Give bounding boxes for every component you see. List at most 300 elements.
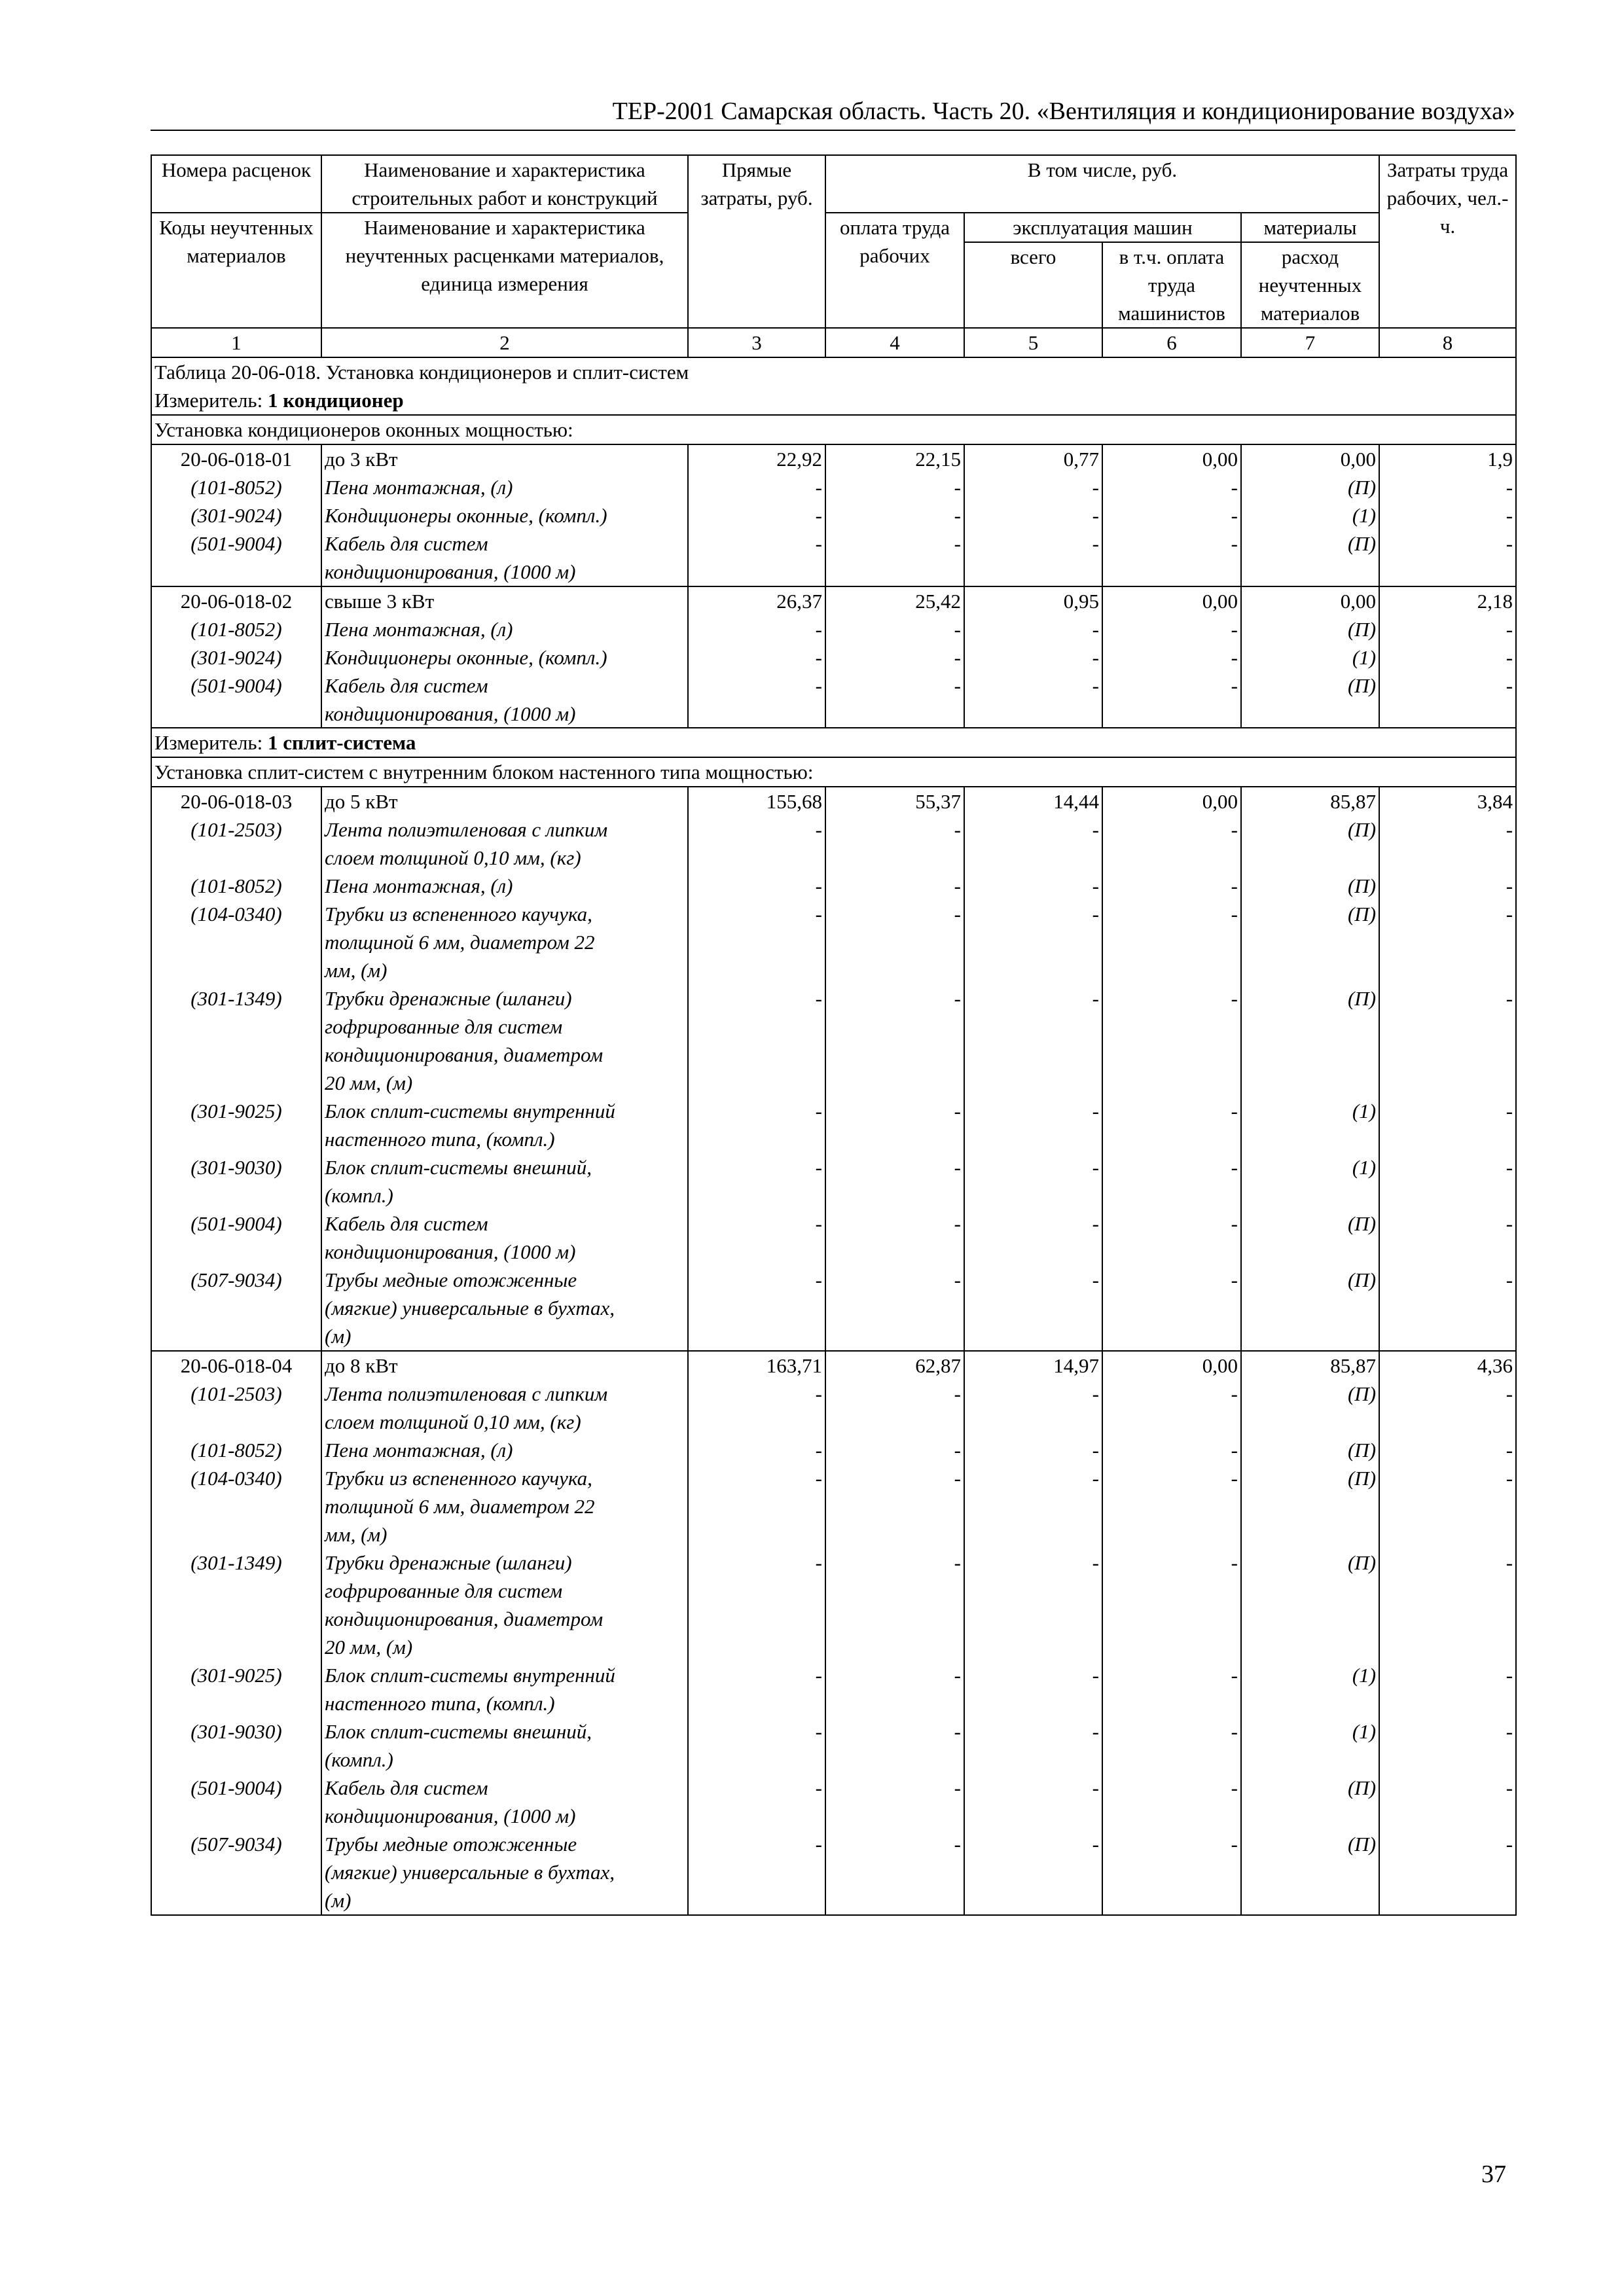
material-dash (688, 956, 825, 984)
material-code (151, 700, 321, 728)
material-dash (1379, 1294, 1516, 1322)
material-dash (825, 1013, 964, 1041)
material-dash: - (1102, 816, 1241, 844)
material-code (151, 1041, 321, 1069)
rate-name: до 3 кВт (321, 444, 688, 473)
material-dash: - (825, 1380, 964, 1408)
material-dash: - (825, 816, 964, 844)
material-code: (104-0340) (151, 900, 321, 928)
rate-value-c5: 0,77 (964, 444, 1102, 473)
material-dash (825, 1181, 964, 1210)
material-dash (964, 956, 1102, 984)
material-consumption: (П) (1241, 1464, 1379, 1492)
material-dash: - (1102, 672, 1241, 700)
materials-header: материалы (1241, 213, 1379, 242)
material-row (151, 816, 1516, 844)
material-dash (964, 1886, 1102, 1915)
material-dash (964, 1294, 1102, 1322)
material-consumption: (П) (1241, 900, 1379, 928)
material-code (151, 1125, 321, 1153)
material-dash: - (825, 501, 964, 529)
material-dash (825, 558, 964, 586)
material-code: (501-9004) (151, 529, 321, 558)
material-name: Трубки из вспененного каучука, (321, 1464, 688, 1492)
col1-top-header: Номера расценок (151, 155, 321, 213)
material-dash (1379, 1689, 1516, 1717)
material-name: слоем толщиной 0,10 мм, (кг) (321, 844, 688, 872)
material-dash: - (1102, 1774, 1241, 1802)
material-dash (688, 1013, 825, 1041)
material-dash: - (1102, 473, 1241, 501)
rate-value-c8: 4,36 (1379, 1351, 1516, 1380)
material-dash (825, 1605, 964, 1633)
material-row (151, 1577, 1516, 1605)
material-row (151, 473, 1516, 501)
material-name: Блок сплит-системы внутренний (321, 1661, 688, 1689)
material-dash (1102, 1013, 1241, 1041)
material-dash (1379, 928, 1516, 956)
rate-value-c6: 0,00 (1102, 586, 1241, 615)
material-dash: - (964, 672, 1102, 700)
material-dash (1379, 1858, 1516, 1886)
material-name: Трубы медные отожженные (321, 1266, 688, 1294)
material-dash: - (964, 473, 1102, 501)
material-dash: - (688, 1717, 825, 1746)
material-dash: - (1102, 1830, 1241, 1858)
material-code: (501-9004) (151, 1210, 321, 1238)
col8-header: Затраты труда рабочих, чел.-ч. (1379, 155, 1516, 328)
col-number: 6 (1102, 328, 1241, 357)
material-consumption: (П) (1241, 473, 1379, 501)
material-consumption: (П) (1241, 1549, 1379, 1577)
material-row (151, 1408, 1516, 1436)
material-name: кондиционирования, (1000 м) (321, 1238, 688, 1266)
material-consumption (1241, 1689, 1379, 1717)
material-dash: - (1102, 529, 1241, 558)
rate-name: свыше 3 кВт (321, 586, 688, 615)
material-name: толщиной 6 мм, диаметром 22 (321, 1492, 688, 1520)
material-row (151, 1633, 1516, 1661)
material-dash: - (1379, 872, 1516, 900)
material-dash (825, 1689, 964, 1717)
material-dash: - (688, 1380, 825, 1408)
measure-label: Измеритель: (154, 389, 263, 412)
material-dash (1102, 928, 1241, 956)
material-dash (1379, 1322, 1516, 1351)
material-dash: - (1379, 1464, 1516, 1492)
material-dash (964, 1041, 1102, 1069)
material-row (151, 1436, 1516, 1464)
material-row (151, 558, 1516, 586)
rate-value-c3: 163,71 (688, 1351, 825, 1380)
material-name: Кабель для систем (321, 1774, 688, 1802)
material-dash (1379, 1605, 1516, 1633)
material-consumption (1241, 1013, 1379, 1041)
column-numbers-row (151, 328, 1516, 357)
material-dash (1102, 1802, 1241, 1830)
material-dash: - (1379, 984, 1516, 1013)
col4-header: оплата труда рабочих (825, 213, 964, 328)
material-dash: - (825, 1464, 964, 1492)
material-consumption: (П) (1241, 1436, 1379, 1464)
material-dash (964, 1069, 1102, 1097)
rate-name: до 5 кВт (321, 787, 688, 816)
rate-value-c8: 2,18 (1379, 586, 1516, 615)
material-consumption: (П) (1241, 1266, 1379, 1294)
material-dash (825, 1633, 964, 1661)
material-code: (101-8052) (151, 872, 321, 900)
material-row (151, 1520, 1516, 1549)
material-dash (964, 558, 1102, 586)
material-dash (1379, 1013, 1516, 1041)
material-dash: - (964, 1097, 1102, 1125)
material-name: Блок сплит-системы внутренний (321, 1097, 688, 1125)
material-name: Кабель для систем (321, 672, 688, 700)
material-row (151, 1774, 1516, 1802)
rate-value-c5: 14,44 (964, 787, 1102, 816)
material-name: Пена монтажная, (л) (321, 872, 688, 900)
material-dash (688, 1689, 825, 1717)
material-dash (1102, 956, 1241, 984)
material-name: мм, (м) (321, 1520, 688, 1549)
material-code: (101-2503) (151, 1380, 321, 1408)
material-code (151, 1294, 321, 1322)
rate-value-c7: 0,00 (1241, 586, 1379, 615)
rate-name: до 8 кВт (321, 1351, 688, 1380)
material-row (151, 984, 1516, 1013)
material-consumption (1241, 1322, 1379, 1351)
material-consumption (1241, 1633, 1379, 1661)
material-code (151, 1181, 321, 1210)
measure-value: 1 сплит-система (267, 731, 416, 754)
material-dash: - (964, 1549, 1102, 1577)
page-number: 37 (1481, 2161, 1506, 2188)
material-name: (м) (321, 1886, 688, 1915)
material-dash: - (825, 615, 964, 643)
material-dash: - (825, 1097, 964, 1125)
material-dash (1379, 1492, 1516, 1520)
rate-row (151, 444, 1516, 473)
material-dash (688, 558, 825, 586)
rate-value-c3: 26,37 (688, 586, 825, 615)
material-code (151, 1886, 321, 1915)
material-dash: - (1379, 1097, 1516, 1125)
material-dash (688, 928, 825, 956)
material-dash: - (688, 473, 825, 501)
material-dash: - (964, 1153, 1102, 1181)
running-header: ТЕР-2001 Самарская область. Часть 20. «Вентиляция и кондиционирование воздуха» (151, 93, 1515, 131)
material-dash: - (964, 1830, 1102, 1858)
material-dash (1379, 1238, 1516, 1266)
material-dash (688, 1125, 825, 1153)
material-dash (688, 1181, 825, 1210)
material-dash (1379, 700, 1516, 728)
material-name: Пена монтажная, (л) (321, 1436, 688, 1464)
material-name: Пена монтажная, (л) (321, 473, 688, 501)
material-code: (101-8052) (151, 473, 321, 501)
material-code: (501-9004) (151, 672, 321, 700)
material-consumption: (П) (1241, 816, 1379, 844)
material-dash: - (1379, 473, 1516, 501)
material-row (151, 1464, 1516, 1492)
material-dash (825, 1802, 964, 1830)
material-row (151, 700, 1516, 728)
material-name: Кабель для систем (321, 1210, 688, 1238)
rate-value-c7: 85,87 (1241, 1351, 1379, 1380)
material-dash: - (825, 1266, 964, 1294)
material-row (151, 529, 1516, 558)
material-consumption (1241, 1294, 1379, 1322)
col5-header: всего (964, 242, 1102, 328)
material-dash (1102, 1041, 1241, 1069)
material-code: (104-0340) (151, 1464, 321, 1492)
material-dash: - (688, 1774, 825, 1802)
material-dash: - (688, 1549, 825, 1577)
material-dash: - (825, 529, 964, 558)
material-code: (101-2503) (151, 816, 321, 844)
material-row (151, 501, 1516, 529)
material-name: (компл.) (321, 1746, 688, 1774)
material-dash (825, 700, 964, 728)
material-name: Кондиционеры оконные, (компл.) (321, 643, 688, 672)
material-dash (688, 1322, 825, 1351)
material-code: (301-1349) (151, 1549, 321, 1577)
col6-header: в т.ч. оплата труда машинистов (1102, 242, 1241, 328)
material-dash (825, 1520, 964, 1549)
material-code: (507-9034) (151, 1830, 321, 1858)
material-dash (1102, 1492, 1241, 1520)
material-dash: - (688, 1464, 825, 1492)
col1-bottom-header: Коды неучтенных материалов (151, 213, 321, 328)
material-dash: - (825, 1153, 964, 1181)
material-dash (688, 1294, 825, 1322)
material-dash (688, 1633, 825, 1661)
material-dash: - (1379, 1266, 1516, 1294)
material-consumption: (П) (1241, 1830, 1379, 1858)
material-dash: - (1379, 672, 1516, 700)
material-dash (964, 1408, 1102, 1436)
material-dash (688, 1886, 825, 1915)
rate-value-c7: 85,87 (1241, 787, 1379, 816)
material-consumption: (П) (1241, 615, 1379, 643)
rate-value-c8: 3,84 (1379, 787, 1516, 816)
material-dash: - (825, 473, 964, 501)
material-consumption: (П) (1241, 984, 1379, 1013)
material-name: мм, (м) (321, 956, 688, 984)
material-code: (101-8052) (151, 1436, 321, 1464)
material-code: (101-8052) (151, 615, 321, 643)
material-consumption (1241, 1492, 1379, 1520)
material-dash: - (1102, 1153, 1241, 1181)
rate-code: 20-06-018-02 (151, 586, 321, 615)
material-row (151, 1802, 1516, 1830)
material-name: слоем толщиной 0,10 мм, (кг) (321, 1408, 688, 1436)
material-dash (1379, 1633, 1516, 1661)
material-code (151, 1492, 321, 1520)
rate-value-c6: 0,00 (1102, 787, 1241, 816)
material-dash (964, 1520, 1102, 1549)
material-row (151, 1181, 1516, 1210)
material-dash: - (964, 529, 1102, 558)
material-name: Кабель для систем (321, 529, 688, 558)
material-dash (1379, 1069, 1516, 1097)
material-dash: - (825, 1717, 964, 1746)
rate-value-c7: 0,00 (1241, 444, 1379, 473)
material-row (151, 615, 1516, 643)
material-dash: - (964, 1210, 1102, 1238)
material-consumption: (П) (1241, 1210, 1379, 1238)
material-name: гофрированные для систем (321, 1577, 688, 1605)
rate-row (151, 787, 1516, 816)
material-code (151, 1802, 321, 1830)
material-row (151, 1153, 1516, 1181)
material-consumption (1241, 1577, 1379, 1605)
material-dash (1379, 1181, 1516, 1210)
material-dash: - (688, 872, 825, 900)
material-row (151, 1013, 1516, 1041)
material-dash: - (1379, 1830, 1516, 1858)
col-number: 4 (825, 328, 964, 357)
material-dash: - (1102, 615, 1241, 643)
material-consumption: (П) (1241, 872, 1379, 900)
material-dash (1102, 1238, 1241, 1266)
material-dash (688, 1605, 825, 1633)
material-dash: - (964, 1774, 1102, 1802)
material-dash (825, 1492, 964, 1520)
material-name: (м) (321, 1322, 688, 1351)
material-dash (825, 1069, 964, 1097)
material-dash (1379, 1041, 1516, 1069)
material-dash: - (825, 900, 964, 928)
material-dash (825, 928, 964, 956)
material-dash (1102, 558, 1241, 586)
material-dash: - (1102, 643, 1241, 672)
material-row (151, 1661, 1516, 1689)
material-row (151, 1238, 1516, 1266)
material-dash (1102, 844, 1241, 872)
material-consumption: (П) (1241, 672, 1379, 700)
material-row (151, 1041, 1516, 1069)
material-dash (825, 1746, 964, 1774)
material-dash: - (1102, 1380, 1241, 1408)
material-consumption: (1) (1241, 1097, 1379, 1125)
material-dash (825, 956, 964, 984)
material-dash: - (1379, 615, 1516, 643)
table-title: Таблица 20-06-018. Установка кондиционеров и сплит-систем (151, 357, 1516, 386)
material-dash (964, 1013, 1102, 1041)
material-dash (1102, 1689, 1241, 1717)
material-consumption: (П) (1241, 1380, 1379, 1408)
material-row (151, 1858, 1516, 1886)
material-dash (688, 700, 825, 728)
material-dash: - (688, 1436, 825, 1464)
material-dash: - (1379, 501, 1516, 529)
material-code (151, 928, 321, 956)
rate-row (151, 1351, 1516, 1380)
material-dash (688, 1577, 825, 1605)
material-row (151, 872, 1516, 900)
material-row (151, 1380, 1516, 1408)
material-dash: - (964, 643, 1102, 672)
material-dash (1102, 1858, 1241, 1886)
col7-header: расход неучтенных материалов (1241, 242, 1379, 328)
material-dash (688, 1238, 825, 1266)
material-dash (688, 1520, 825, 1549)
material-dash (1379, 1125, 1516, 1153)
material-dash (1102, 1605, 1241, 1633)
material-dash: - (825, 872, 964, 900)
material-consumption (1241, 928, 1379, 956)
material-dash (964, 1577, 1102, 1605)
material-dash: - (1102, 984, 1241, 1013)
material-dash (688, 1858, 825, 1886)
material-dash: - (688, 1153, 825, 1181)
material-dash (688, 1802, 825, 1830)
rate-value-c4: 22,15 (825, 444, 964, 473)
col2-bottom-header: Наименование и характеристика неучтенных расценками материалов, единица измерения (321, 213, 688, 328)
material-code: (301-9030) (151, 1717, 321, 1746)
material-dash (1379, 1520, 1516, 1549)
material-row (151, 900, 1516, 928)
material-dash: - (688, 1661, 825, 1689)
material-row (151, 643, 1516, 672)
material-dash (1102, 1125, 1241, 1153)
material-dash (1379, 1408, 1516, 1436)
material-dash: - (1379, 1380, 1516, 1408)
material-row (151, 1069, 1516, 1097)
col-number: 8 (1379, 328, 1516, 357)
rate-code: 20-06-018-01 (151, 444, 321, 473)
rate-code: 20-06-018-04 (151, 1351, 321, 1380)
measure-value: 1 кондиционер (267, 389, 404, 412)
material-name: кондиционирования, диаметром (321, 1041, 688, 1069)
material-name: настенного типа, (компл.) (321, 1689, 688, 1717)
material-consumption (1241, 1520, 1379, 1549)
material-code (151, 1408, 321, 1436)
material-dash: - (688, 643, 825, 672)
material-dash: - (964, 1464, 1102, 1492)
material-dash (1379, 1577, 1516, 1605)
material-dash (1379, 558, 1516, 586)
material-dash: - (1102, 1097, 1241, 1125)
material-consumption: (1) (1241, 1661, 1379, 1689)
material-dash: - (1102, 1436, 1241, 1464)
material-consumption (1241, 1408, 1379, 1436)
material-dash (964, 1689, 1102, 1717)
col2-top-header: Наименование и характеристика строительных работ и конструкций (321, 155, 688, 213)
material-code: (507-9034) (151, 1266, 321, 1294)
material-code: (301-1349) (151, 984, 321, 1013)
rate-value-c5: 14,97 (964, 1351, 1102, 1380)
material-consumption (1241, 1858, 1379, 1886)
material-dash (1102, 1408, 1241, 1436)
material-dash: - (1379, 1549, 1516, 1577)
material-row (151, 1492, 1516, 1520)
material-name: Кондиционеры оконные, (компл.) (321, 501, 688, 529)
material-dash: - (1379, 643, 1516, 672)
material-row (151, 1549, 1516, 1577)
material-name: 20 мм, (м) (321, 1069, 688, 1097)
col-number: 1 (151, 328, 321, 357)
material-code (151, 844, 321, 872)
material-dash (1379, 844, 1516, 872)
material-dash: - (688, 1266, 825, 1294)
rate-code: 20-06-018-03 (151, 787, 321, 816)
material-row (151, 1210, 1516, 1238)
material-consumption: (1) (1241, 501, 1379, 529)
material-dash: - (825, 1830, 964, 1858)
material-dash (1102, 1322, 1241, 1351)
